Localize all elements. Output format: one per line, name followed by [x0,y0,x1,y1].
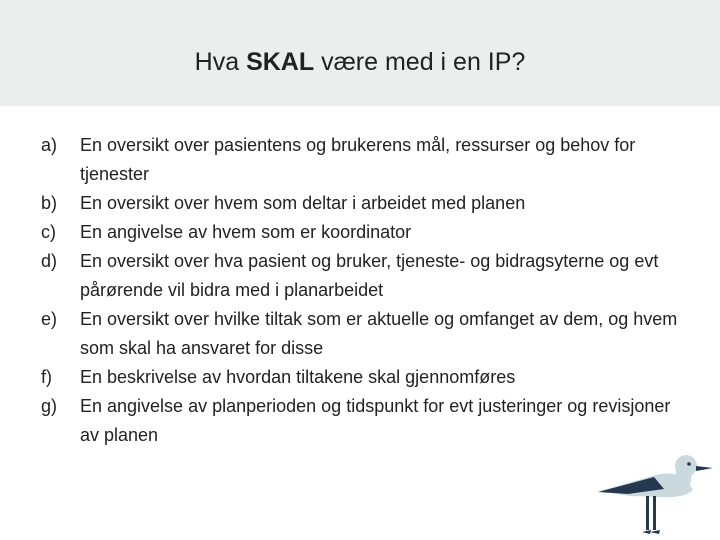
list-item-text: En oversikt over hvem som deltar i arbeidet med planen [80,193,526,213]
list-item-text: En angivelse av planperioden og tidspunkt for evt justeringer og revisjoner av planen [80,396,671,445]
title-suffix: være med i en IP? [314,48,526,76]
list-item-text: En oversikt over hvilke tiltak som er aktuelle og omfanget av dem, og hvem som skal ha ansvaret for disse [80,309,678,358]
title-prefix: Hva [194,48,247,76]
list-item [41,131,681,189]
list-item-text: En angivelse av hvem som er koordinator [80,222,412,242]
list-item-text: En oversikt over hva pasient og bruker, tjeneste- og bidragsyterne og evt pårørende vil bidra med i planarbeidet [80,251,659,300]
title-emphasis: SKAL [246,48,315,76]
list-item [41,218,681,247]
list-item [41,305,681,363]
list-item [41,392,681,450]
list-item [41,247,681,305]
slide-title [0,46,720,78]
seagull-icon [590,436,720,540]
list-marker: b) [41,193,58,213]
list-marker: e) [41,309,58,329]
list-marker: d) [41,251,58,271]
requirements-list [41,131,681,450]
list-marker: f) [41,367,52,387]
title-bar [0,0,720,106]
list-marker: a) [41,135,58,155]
list-item-text: En beskrivelse av hvordan tiltakene skal gjennomføres [80,367,516,387]
list-item [41,363,681,392]
list-marker: c) [41,222,56,242]
list-item [41,189,681,218]
list-item-text: En oversikt over pasientens og brukerens mål, ressurser og behov for tjenester [80,135,636,184]
list-marker: g) [41,396,58,416]
